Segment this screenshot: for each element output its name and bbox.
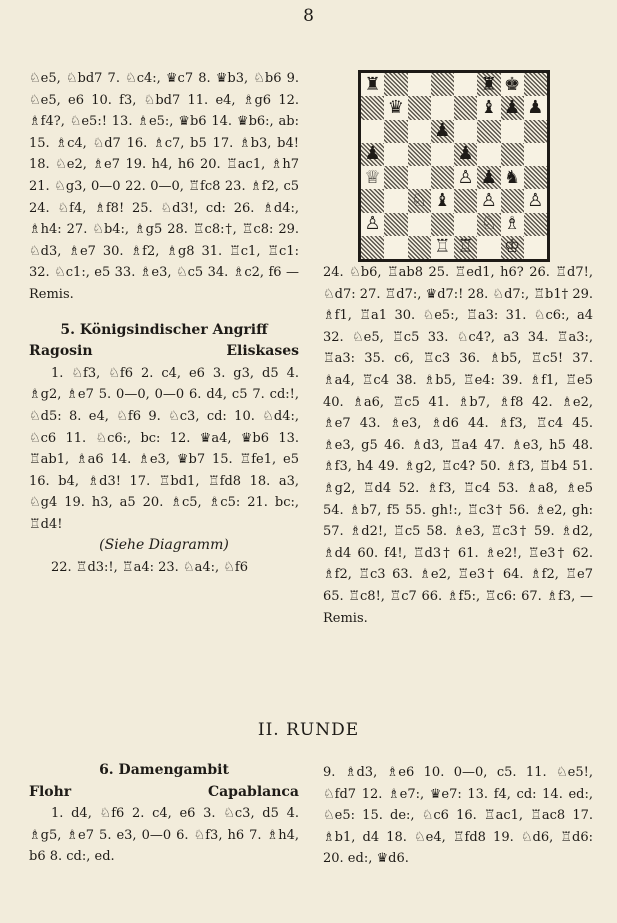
- board-square: [361, 96, 384, 119]
- board-square: [384, 189, 407, 212]
- board-square: [454, 73, 477, 96]
- board-square: [501, 143, 524, 166]
- board-square: [524, 73, 547, 96]
- chess-piece: ♝: [480, 96, 497, 118]
- chess-piece: ♜: [364, 73, 381, 95]
- chess-piece: ♕: [364, 166, 381, 188]
- board-square: [477, 189, 500, 212]
- board-square: [431, 96, 454, 119]
- board-square: [431, 236, 454, 259]
- white-player: Flohr: [29, 783, 72, 800]
- board-square: [431, 73, 454, 96]
- chess-piece: ♙: [457, 166, 474, 188]
- chess-piece: ♟: [480, 166, 497, 188]
- chess-piece: ♟: [434, 120, 451, 142]
- board-square: [454, 236, 477, 259]
- chess-piece: ♞: [504, 166, 521, 188]
- game6-moves-left: 1. d4, ♘f6 2. c4, e6 3. ♘c3, d5 4. ♗g5, ♗e7 5. e3, 0—0 6. ♘f3, h6 7. ♗h4, b6 8. cd:, ed.: [29, 806, 299, 865]
- board-square: [408, 189, 431, 212]
- board-square: [477, 236, 500, 259]
- board-square: [501, 96, 524, 119]
- chess-piece: ♔: [504, 236, 521, 258]
- game5-players: [29, 341, 299, 363]
- black-player: Capablanca: [207, 783, 299, 800]
- board-square: [477, 96, 500, 119]
- board-square: [384, 143, 407, 166]
- board-square: [431, 120, 454, 143]
- chess-piece: ♙: [527, 189, 544, 211]
- board-square: [524, 213, 547, 236]
- board-square: [477, 213, 500, 236]
- chess-piece: ♘: [411, 189, 428, 211]
- board-square: [431, 143, 454, 166]
- board-square: [477, 73, 500, 96]
- board-square: [361, 189, 384, 212]
- board-square: [454, 189, 477, 212]
- board-square: [501, 73, 524, 96]
- chess-board: [361, 73, 547, 259]
- board-square: [431, 166, 454, 189]
- board-square: [524, 236, 547, 259]
- game6-left: [29, 760, 299, 868]
- game5-moves-continued: 24. ♘b6, ♖ab8 25. ♖ed1, h6? 26. ♖d7!, ♘d7: 27. ♖d7:, ♛d7:! 28. ♘d7:, ♖b1† 29. ♗f1, ♖a1 30. ♘e5:, ♖a3: 31. ♘c6:, a4 32. ♘e5, ♖c5 33. ♘c4?, a3 34. ♖a3:, ♖a3: 35. c6, ♖c3 36. ♗b5, ♖c5! 37. ♗a4, ♖c4 38. ♗b5, ♖e4: 39. ♗f1, ♖e5 40. ♗a6, ♖c5 41. ♗b7, ♗f8 42. ♗e2, ♗e7 43. ♗e3, ♗d6 44. ♗f3, ♖c4 45. ♗e3, g5 46. ♗d3, ♖a4 47. ♗e3, h5 48. ♗f3, h4 49. ♗g2, ♖c4? 50. ♗f3, ♖b4 51. ♗g2, ♖d4 52. ♗f3, ♖c4 53. ♗a8, ♗e5 54. ♗b7, f5 55. gh!:, ♖c3† 56. ♗e2, gh: 57. ♗d2!, ♖c5 58. ♗e3, ♖c3† 59. ♗d2, ♗d4 60. f4!, ♖d3† 61. ♗e2!, ♖e3† 62. ♗f2, ♖c3 63. ♗e2, ♖e3† 64. ♗f2, ♖e7 65. ♖c8!, ♖c7 66. ♗f5:, ♖c6: 67. ♗f3, — Remis.: [323, 265, 593, 626]
- board-square: [454, 96, 477, 119]
- chess-piece: ♗: [504, 213, 521, 235]
- chess-piece: ♙: [364, 213, 381, 235]
- board-square: [524, 96, 547, 119]
- board-square: [477, 166, 500, 189]
- board-square: [501, 166, 524, 189]
- chess-piece: ♖: [434, 236, 451, 258]
- board-square: [454, 166, 477, 189]
- page-number: 8: [303, 6, 314, 26]
- chess-diagram: [358, 70, 550, 262]
- chess-piece: ♟: [457, 143, 474, 165]
- game6-moves-right: 9. ♗d3, ♗e6 10. 0—0, c5. 11. ♘e5!, ♘fd7 12. ♗e7:, ♛e7: 13. f4, cd: 14. ed:, ♘e5: 15. de:, ♘c6 16. ♖ac1, ♖ac8 17. ♗b1, d4 18. ♘e4, ♖fd8 19. ♘d6, ♖d6: 20. ed:, ♛d6.: [323, 765, 593, 867]
- board-square: [501, 120, 524, 143]
- board-square: [454, 213, 477, 236]
- diagram-reference: (Siehe Diagramm): [99, 537, 229, 554]
- left-column: [29, 68, 299, 579]
- game5-moves: 1. ♘f3, ♘f6 2. c4, e6 3. g3, d5 4. ♗g2, ♗e7 5. 0—0, 0—0 6. d4, c5 7. cd:!, ♘d5: 8. e4, ♘f6 9. ♘c3, cd: 10. ♘d4:, ♘c6 11. ♘c6:, bc: 12. ♛a4, ♛b6 13. ♖ab1, ♗a6 14. ♗e3, ♛b7 15. ♖fe1, e5 16. b4, ♗d3! 17. ♖bd1, ♖fd8 18. a3, ♘g4 19. h3, a5 20. ♗c5, ♗c5: 21. bc:, ♖d4!: [29, 365, 299, 532]
- chess-piece: ♖: [457, 236, 474, 258]
- board-square: [361, 143, 384, 166]
- chess-piece: ♙: [480, 189, 497, 211]
- board-square: [501, 189, 524, 212]
- chess-piece: ♘: [480, 213, 497, 235]
- game4-continuation: ♘e5, ♘bd7 7. ♘c4:, ♛c7 8. ♛b3, ♘b6 9. ♘e5, e6 10. f3, ♘bd7 11. e4, ♗g6 12. ♗f4?, ♘e5:! 13. ♗e5:, ♛b6 14. ♛b6:, ab: 15. ♗c4, ♘d7 16. ♗c7, b5 17. ♗b3, b4! 18. ♘e2, ♗e7 19. h4, h6 20. ♖ac1, ♗h7 21. ♘g3, 0—0 22. 0—0, ♖fc8 23. ♗f2, c5 24. ♘f4, ♗f8! 25. ♘d3!, cd: 26. ♗d4:, ♗h4: 27. ♘b4:, ♗g5 28. ♖c8:†, ♖c8: 29. ♘d3, ♗e7 30. ♗f2, ♗g8 31. ♖c1, ♖c1: 32. ♘c1:, e5 33. ♗e3, ♘c5 34. ♗c2, f6 — Remis.: [29, 71, 299, 302]
- board-square: [408, 143, 431, 166]
- game6-right: [323, 762, 593, 870]
- white-player: Ragosin: [29, 343, 93, 360]
- board-square: [408, 236, 431, 259]
- board-square: [477, 143, 500, 166]
- board-square: [408, 120, 431, 143]
- chess-piece: ♛: [387, 96, 404, 118]
- board-square: [408, 213, 431, 236]
- board-square: [384, 73, 407, 96]
- chess-piece: ♟: [527, 96, 544, 118]
- board-square: [431, 213, 454, 236]
- board-square: [408, 166, 431, 189]
- board-square: [477, 120, 500, 143]
- chess-piece: ♜: [480, 73, 497, 95]
- board-square: [431, 189, 454, 212]
- black-player: Eliskases: [226, 343, 299, 360]
- board-square: [524, 143, 547, 166]
- board-square: [361, 213, 384, 236]
- chess-piece: ♟: [364, 143, 381, 165]
- game6-heading: 6. Damengambit: [99, 762, 229, 778]
- board-square: [524, 166, 547, 189]
- board-square: [454, 143, 477, 166]
- game6-players: [29, 782, 299, 804]
- board-square: [501, 213, 524, 236]
- game5-after-diagram: 22. ♖d3:!, ♖a4: 23. ♘a4:, ♘f6: [51, 560, 248, 576]
- right-column: [323, 262, 593, 629]
- board-square: [524, 189, 547, 212]
- board-square: [384, 166, 407, 189]
- board-square: [384, 120, 407, 143]
- board-square: [361, 73, 384, 96]
- chess-piece: ♟: [504, 96, 521, 118]
- board-square: [408, 73, 431, 96]
- board-square: [384, 96, 407, 119]
- board-square: [454, 120, 477, 143]
- board-square: [524, 120, 547, 143]
- board-square: [501, 236, 524, 259]
- chess-piece: ♝: [434, 189, 451, 211]
- board-square: [384, 213, 407, 236]
- round-title: II. RUNDE: [257, 720, 360, 740]
- board-square: [361, 120, 384, 143]
- board-square: [361, 236, 384, 259]
- chess-piece: ♚: [504, 73, 521, 95]
- board-square: [408, 96, 431, 119]
- game5-heading: 5. Königsindischer Angriff: [60, 321, 268, 338]
- board-square: [384, 236, 407, 259]
- board-square: [361, 166, 384, 189]
